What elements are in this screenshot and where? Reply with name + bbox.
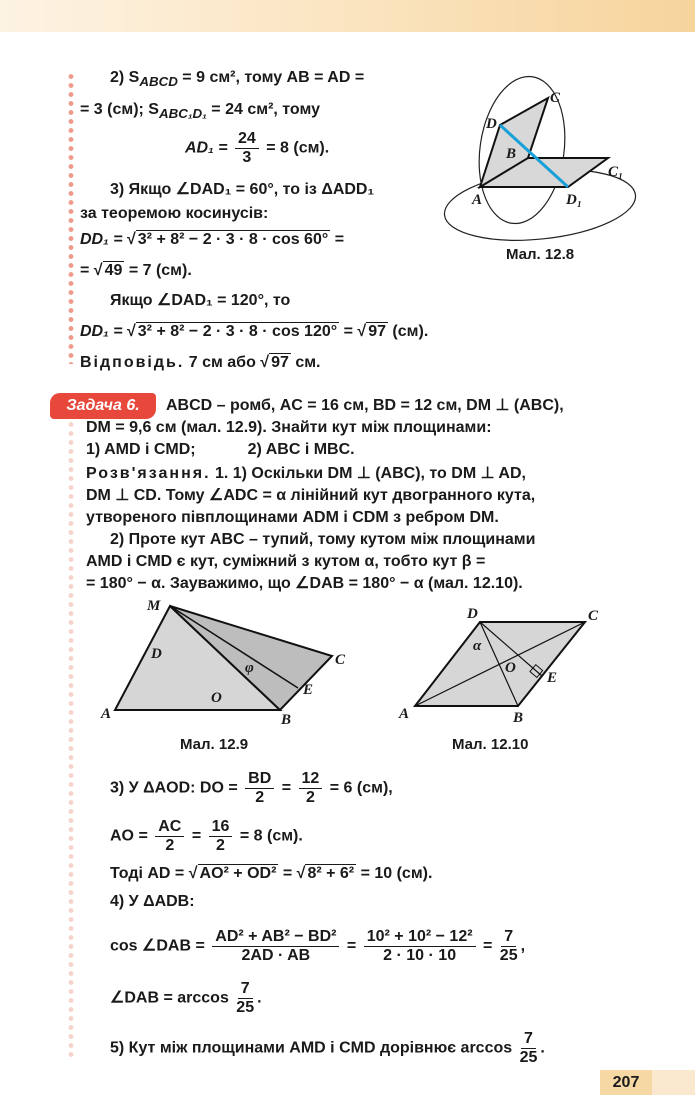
calc-angle-dab: ∠DAB = arccos $\frac{7}{25}$ . [110,980,262,1016]
solution-line-4: 2) Проте кут ABC – тупий, тому кутом між площинами [110,531,536,548]
calc-cos-dab: cos ∠DAB = $\frac{\text{AD² + AB² − BD²}}{2AD \cdot AB}$ = $\frac{\text{10² + 10² − 12²}}{2 \cdot 10 \cdot 10}$ = $\frac{7}{25}$ , [110,928,526,964]
answer-line: Відповідь. 7 см або √ 97 см. [80,354,321,371]
fig129-label-o: O [211,690,222,706]
calc-ad: Тоді AD = √ AO² + OD² = √ 8² + 6² = 10 (см). [110,865,433,882]
figure-12-9 [95,594,355,730]
solution-line-5: AMD і CMD є кут, суміжний з кутом α, тобто кут β = [86,553,486,570]
figure-12-8 [440,70,640,245]
task-badge: Задача 6. [50,393,156,419]
fig128-caption: Мал. 12.8 [506,246,575,263]
fig1210-label-a: A [399,706,410,722]
margin-dots [68,72,74,364]
fig129-label-a: A [101,706,112,722]
solution-line-3: утвореного півплощинами ADM і CDM з ребром DM. [86,509,499,526]
line-if-60: 3) Якщо ∠DAD₁ = 60°, то із ΔADD₁ [110,181,375,198]
fig129-label-e: E [303,682,314,698]
page-number-band [652,1070,695,1095]
fig129-label-d: D [151,646,162,662]
fig1210-label-c: C [588,608,599,624]
fig128-label-c1: C₁ [608,164,624,180]
task-line-3: 1) AMD і CMD; 2) ABC і MBC. [86,441,355,458]
fig129-label-phi: φ [245,660,254,676]
fig128-label-d: D [486,116,497,132]
calc-ao: AO = $\frac{AC}{2}$ = $\frac{16}{2}$ = 8 (см). [110,818,303,854]
line-if-120: Якщо ∠DAD₁ = 120°, то [110,292,291,309]
fig128-label-c: C [550,90,561,106]
solution-line-6: = 180° − α. Зауважимо, що ∠DAB = 180° − α (мал. 12.10). [86,575,523,592]
fig129-label-c: C [335,652,346,668]
line-sqrt49: = √ 49 = 7 (см). [80,262,192,279]
page-number: 207 [600,1070,652,1095]
calc-do: 3) У ΔAOD: DO = $\frac{BD}{2}$ = $\frac{12}{2}$ = 6 (см), [110,770,393,806]
solution-line-1: Розв'язання. 1. 1) Оскільки DM ⊥ (ABC), то DM ⊥ AD, [86,465,526,482]
fig1210-label-b: B [513,710,524,725]
fig128-label-b: B [506,146,517,162]
fig1210-label-o: O [505,660,516,676]
line-dd1-60: DD₁ = √ 3² + 8² − 2 · 3 · 8 · cos 60° = [80,231,345,248]
fig1210-label-e: E [547,670,558,686]
fig129-caption: Мал. 12.9 [180,736,249,753]
fig129-label-b: B [281,712,292,728]
line-dd1-120: DD₁ = √ 3² + 8² − 2 · 3 · 8 · cos 120° = √ 97 (см). [80,323,429,340]
fig128-label-a: A [472,192,483,208]
calc-adb-heading: 4) У ΔADB: [110,893,195,910]
line-cos-theorem: за теоремою косинусів: [80,205,269,222]
fig128-label-d1: D₁ [566,192,583,208]
margin-dots-lower [68,420,74,1060]
fig1210-label-alpha: α [473,638,482,654]
task-line-2: DM = 9,6 см (мал. 12.9). Знайти кут між площинами: [86,419,492,436]
header-band [0,0,695,32]
figure-12-10 [395,600,615,725]
fig1210-label-d: D [467,606,478,622]
task-line-1: ABCD – ромб, AC = 16 см, BD = 12 см, DM ⊥ (ABC), [166,397,564,414]
fig129-label-m: M [147,598,161,614]
line-s-abc1d1: = 3 (см); $S_{ABC_1D_1} = 24$ см², тому [80,101,320,122]
solution-line-2: DM ⊥ CD. Тому ∠ADC = α лінійний кут двогранного кута, [86,487,536,504]
fig1210-caption: Мал. 12.10 [452,736,529,753]
calc-final-answer: 5) Кут між площинами AMD і CMD дорівнює arccos $\frac{7}{25}$ . [110,1030,545,1066]
line-ad1: AD₁ = $\frac{24}{3}$ = 8 (см). [185,130,330,166]
line-s-abcd: 2) $S_{ABCD} = 9$ см², тому AB = AD = [110,69,365,90]
